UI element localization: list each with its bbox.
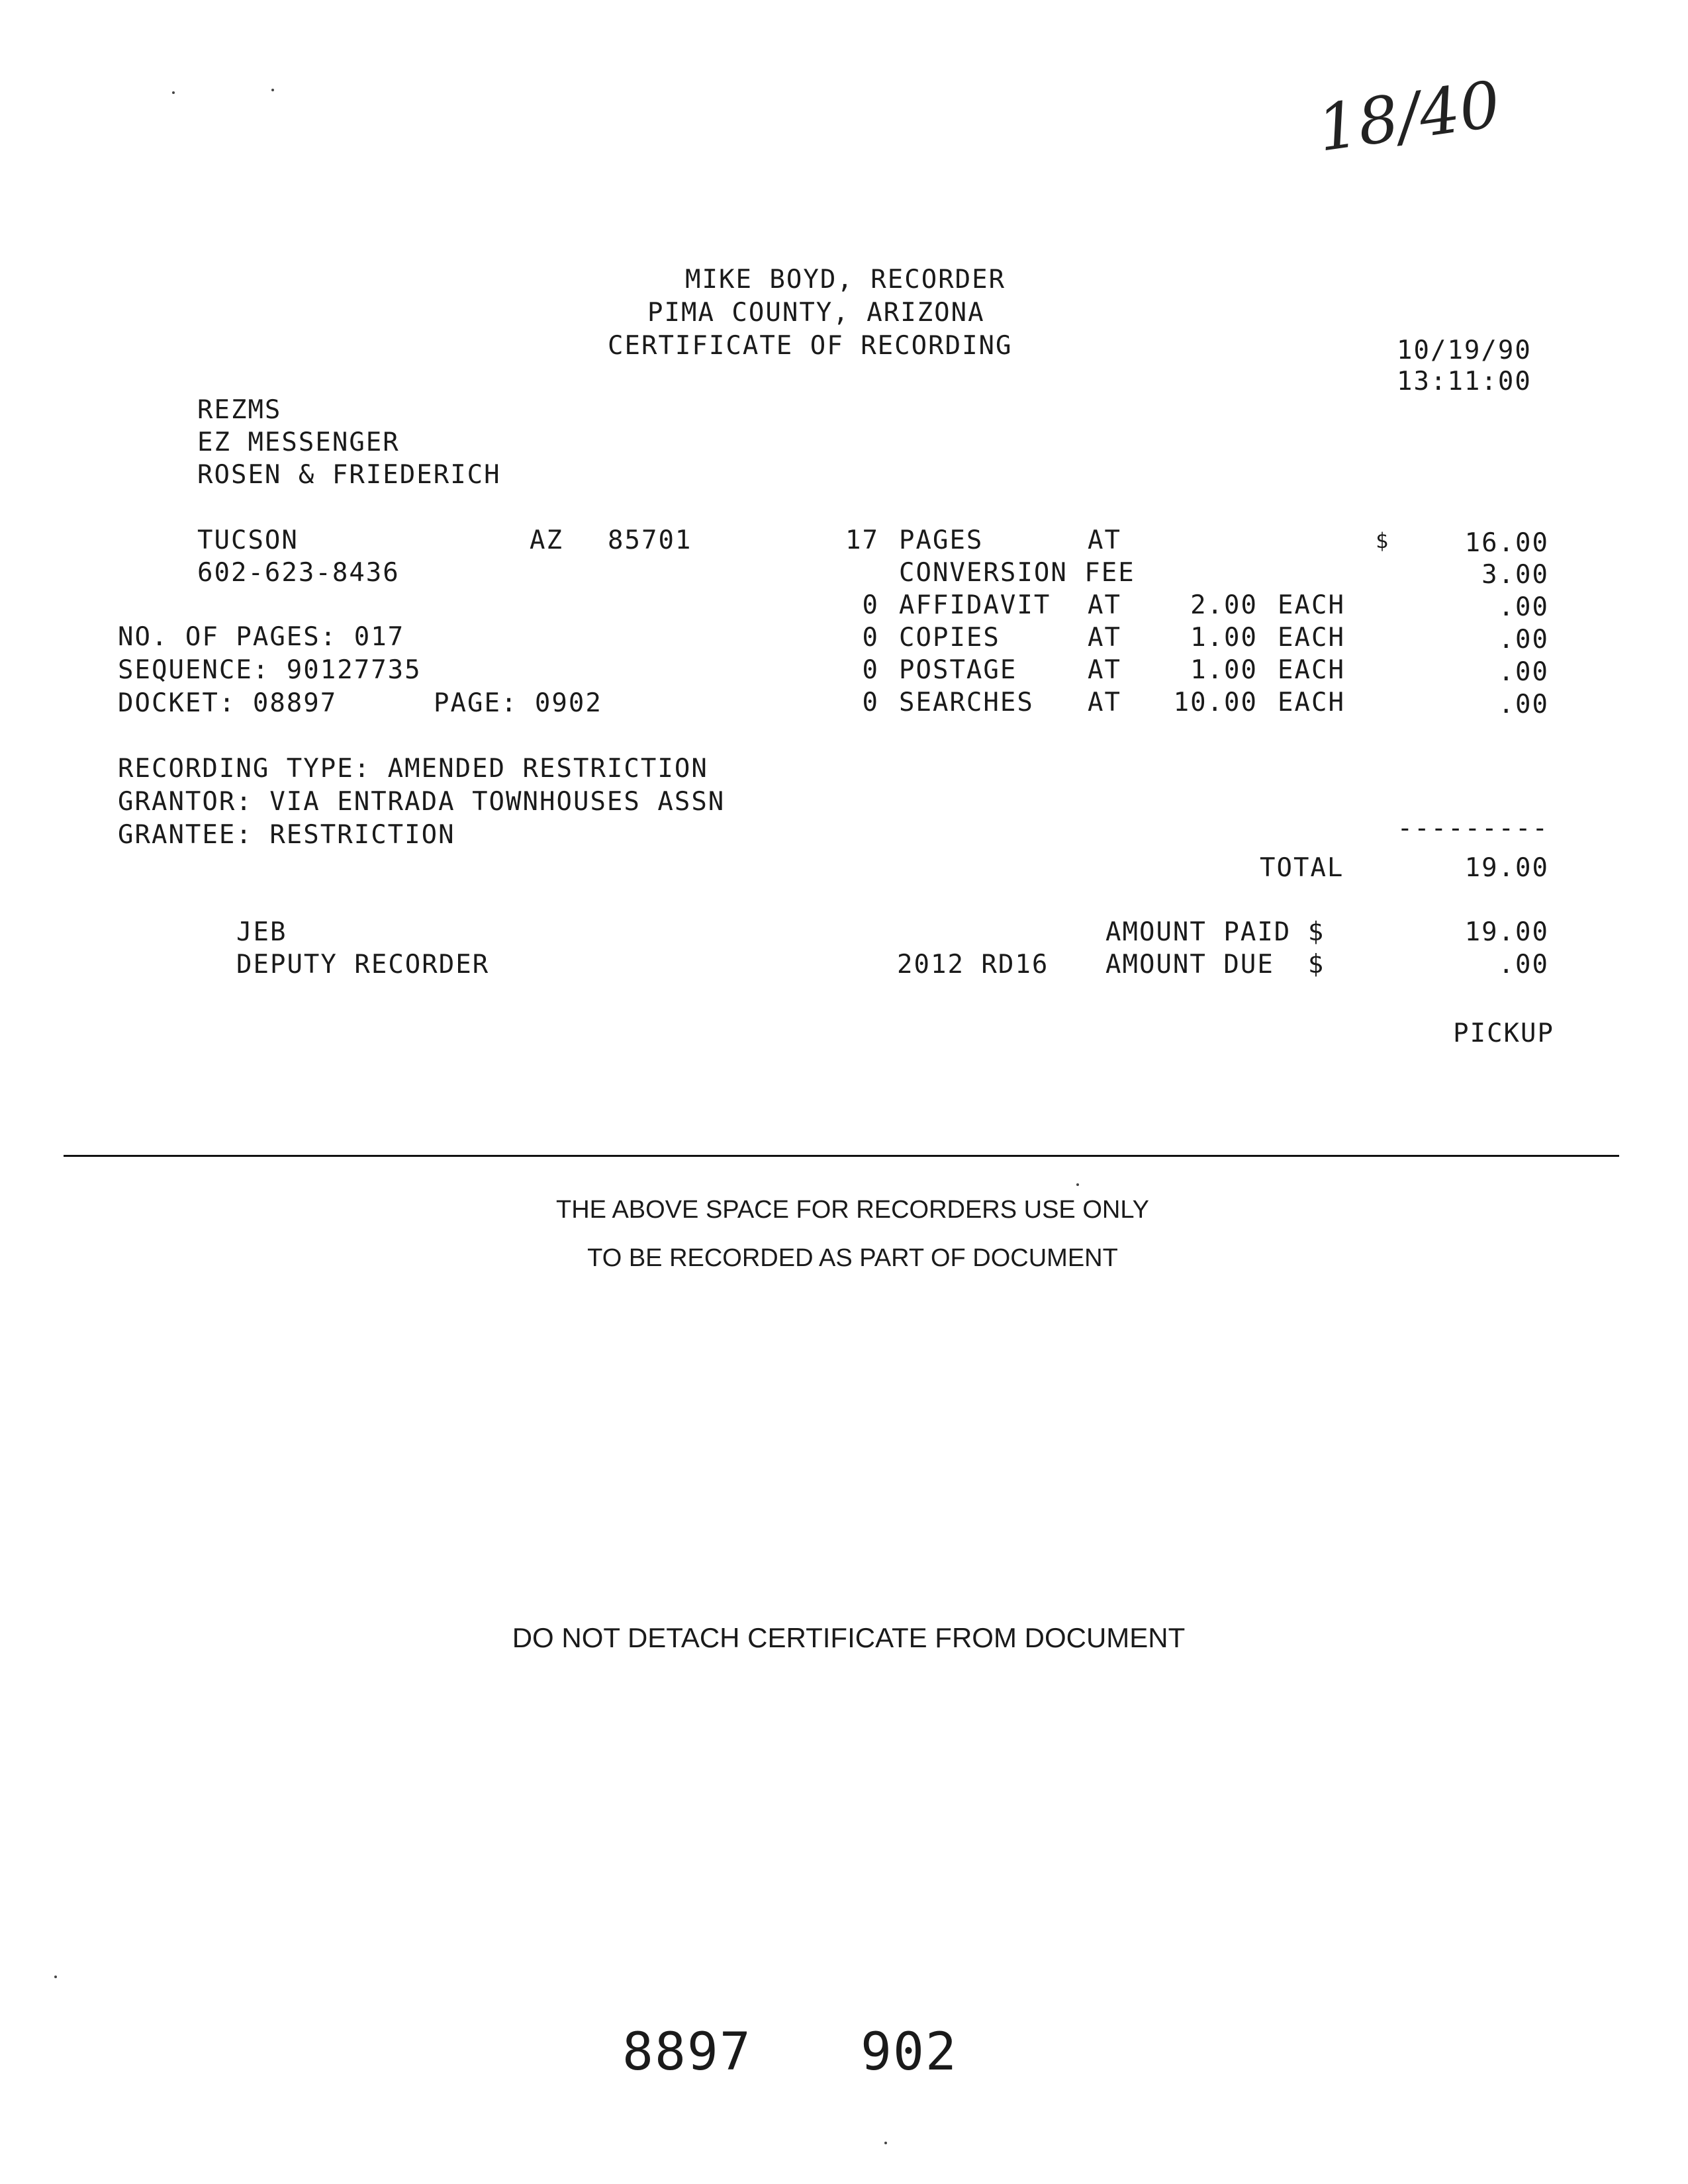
fee-each: EACH xyxy=(1278,623,1345,653)
deputy-title: DEPUTY RECORDER xyxy=(236,950,490,979)
amount-due-label: AMOUNT DUE $ xyxy=(1105,950,1325,979)
part-of-document-notice: TO BE RECORDED AS PART OF DOCUMENT xyxy=(587,1244,1118,1272)
fee-rate: 1.00 xyxy=(1190,655,1258,685)
fee-item: COPIES xyxy=(899,623,1000,653)
total-separator: --------- xyxy=(1397,813,1549,843)
deputy-initials: JEB xyxy=(236,917,287,947)
addressee-phone: 602-623-8436 xyxy=(197,558,400,588)
amount-paid-label: AMOUNT PAID $ xyxy=(1105,917,1325,947)
grantor: GRANTOR: VIA ENTRADA TOWNHOUSES ASSN xyxy=(118,787,726,817)
fee-item: CONVERSION FEE xyxy=(899,558,1135,588)
fee-amount: .00 xyxy=(1498,592,1549,622)
sequence-number: SEQUENCE: 90127735 xyxy=(118,655,422,685)
handwritten-note: 18/40 xyxy=(1313,67,1505,166)
fee-each: EACH xyxy=(1278,590,1345,620)
fee-amount: 3.00 xyxy=(1481,560,1549,590)
number-of-pages: NO. OF PAGES: 017 xyxy=(118,622,405,652)
page-number: PAGE: 0902 xyxy=(434,688,602,718)
record-date: 10/19/90 xyxy=(1397,336,1532,365)
amount-due: .00 xyxy=(1498,950,1549,979)
county-state: PIMA COUNTY, ARIZONA xyxy=(647,298,985,328)
fee-each: EACH xyxy=(1278,655,1345,685)
addressee-zip: 85701 xyxy=(608,525,692,555)
recorders-use-notice: THE ABOVE SPACE FOR RECORDERS USE ONLY xyxy=(555,1196,1150,1224)
fee-quantity: 0 xyxy=(862,623,879,653)
record-time: 13:11:00 xyxy=(1397,367,1532,396)
do-not-detach-notice: DO NOT DETACH CERTIFICATE FROM DOCUMENT xyxy=(512,1622,1186,1653)
fee-rate: 2.00 xyxy=(1190,590,1258,620)
addressee-city: TUCSON xyxy=(197,525,299,555)
fee-rate: 10.00 xyxy=(1173,688,1258,717)
addressee-firm: ROSEN & FRIEDERICH xyxy=(197,460,501,490)
scan-speck xyxy=(271,89,274,91)
fee-rate: 1.00 xyxy=(1190,623,1258,653)
fee-quantity: 0 xyxy=(862,688,879,717)
fee-amount: .00 xyxy=(1498,690,1549,719)
fee-amount: .00 xyxy=(1498,657,1549,687)
grantee: GRANTEE: RESTRICTION xyxy=(118,820,455,850)
fee-each: EACH xyxy=(1278,688,1345,717)
addressee-code: REZMS xyxy=(197,395,282,425)
certificate-title: CERTIFICATE OF RECORDING xyxy=(608,331,1013,361)
scan-speck xyxy=(54,1976,57,1978)
fee-quantity: 0 xyxy=(862,590,879,620)
fee-quantity: 0 xyxy=(862,655,879,685)
addressee-name: EZ MESSENGER xyxy=(197,428,400,457)
fee-at: AT xyxy=(1088,623,1121,653)
fee-at: AT xyxy=(1088,688,1121,717)
fee-item: POSTAGE xyxy=(899,655,1017,685)
fee-amount: .00 xyxy=(1498,625,1549,655)
total-label: TOTAL xyxy=(1260,853,1344,883)
fee-dollar-sign: $ xyxy=(1376,528,1390,553)
fee-quantity: 17 xyxy=(845,525,879,555)
recorder-space-divider xyxy=(64,1155,1619,1157)
total-amount: 19.00 xyxy=(1464,853,1549,883)
addressee-state: AZ xyxy=(530,525,563,555)
recorder-name: MIKE BOYD, RECORDER xyxy=(685,265,1006,295)
delivery-method: PICKUP xyxy=(1453,1019,1554,1048)
fee-item: PAGES xyxy=(899,525,984,555)
footer-page: 902 xyxy=(861,2023,958,2082)
footer-docket: 8897 xyxy=(622,2023,752,2082)
scan-speck xyxy=(172,91,175,94)
fee-at: AT xyxy=(1088,590,1121,620)
fee-amount: 16.00 xyxy=(1464,528,1549,558)
fee-at: AT xyxy=(1088,655,1121,685)
recording-type: RECORDING TYPE: AMENDED RESTRICTION xyxy=(118,754,708,784)
fee-item: SEARCHES xyxy=(899,688,1034,717)
fee-at: AT xyxy=(1088,525,1121,555)
station-code: 2012 RD16 xyxy=(897,950,1049,979)
scan-speck xyxy=(884,2142,887,2144)
fee-item: AFFIDAVIT xyxy=(899,590,1051,620)
amount-paid: 19.00 xyxy=(1464,917,1549,947)
scan-speck xyxy=(1076,1183,1079,1186)
docket-number: DOCKET: 08897 xyxy=(118,688,338,718)
